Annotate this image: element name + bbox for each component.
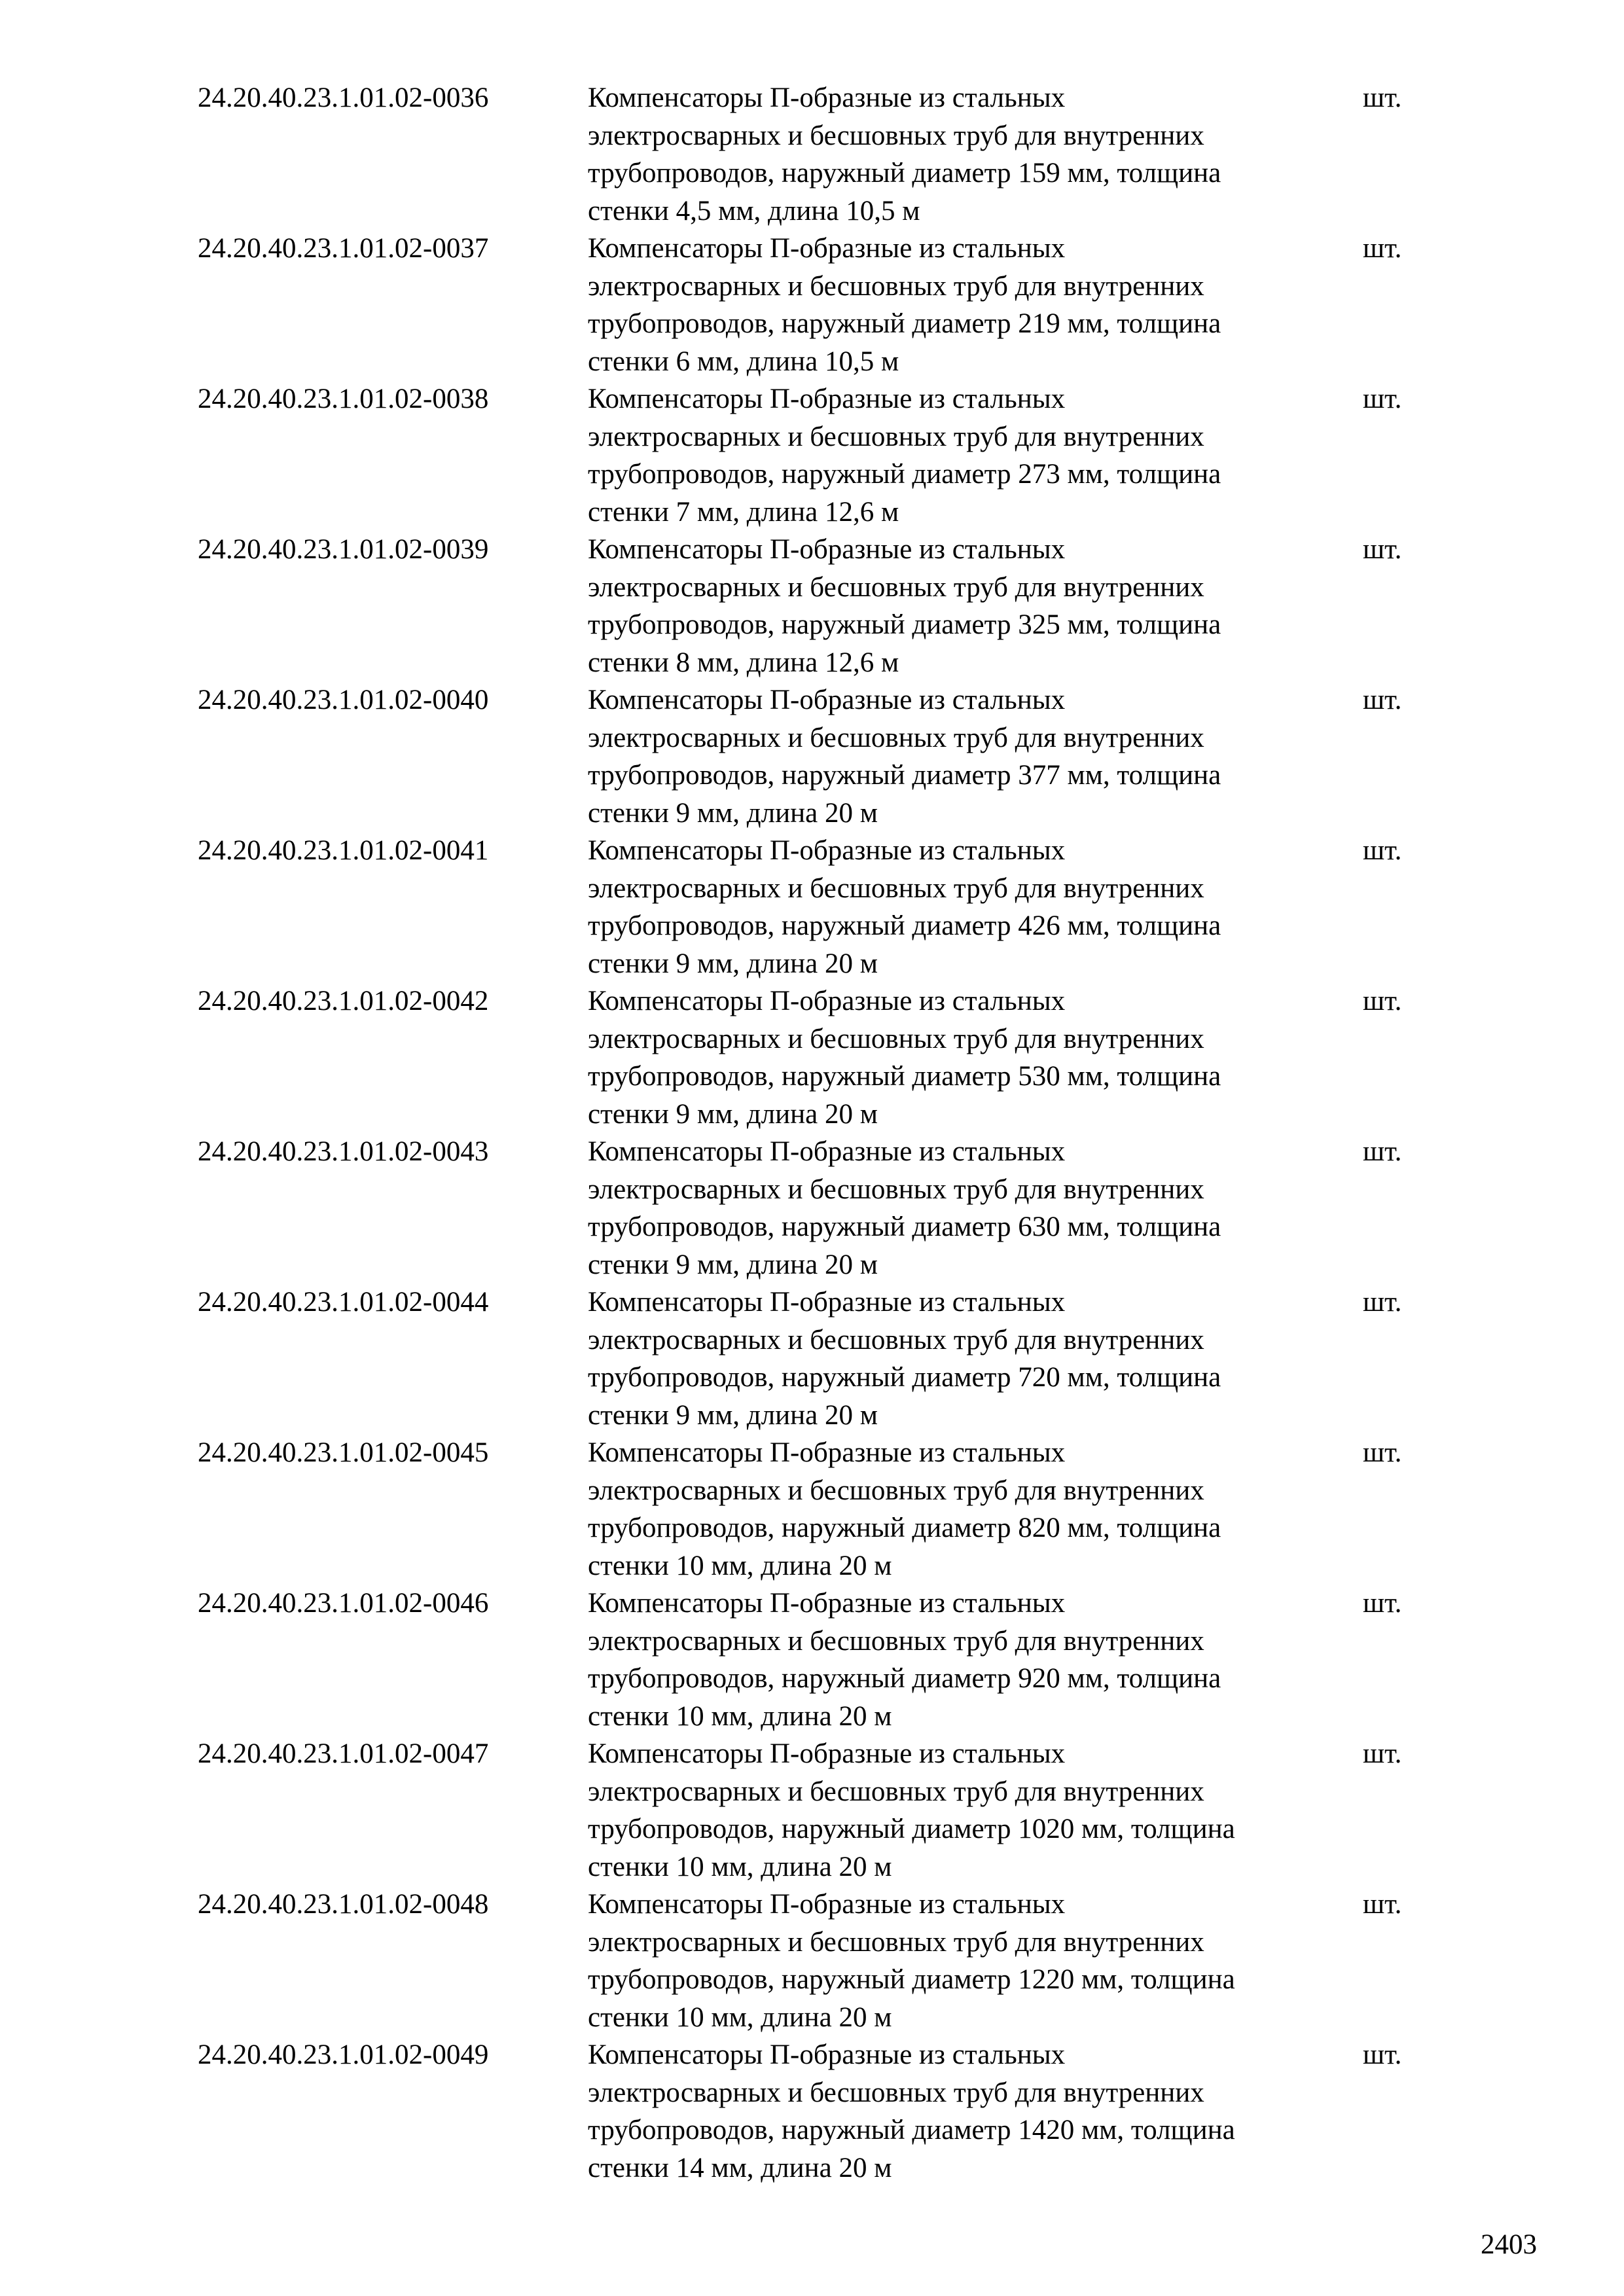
table-row bbox=[0, 531, 1624, 681]
description-line: стенки 7 мм, длина 12,6 м bbox=[588, 496, 899, 528]
resource-code: 24.20.40.23.1.01.02-0044 bbox=[198, 1287, 489, 1318]
description-line: Компенсаторы П-образные из стальных bbox=[588, 1738, 1066, 1769]
description-line: трубопроводов, наружный диаметр 920 мм, толщина bbox=[588, 1663, 1221, 1694]
description-line: электросварных и бесшовных труб для внутренних bbox=[588, 1324, 1204, 1355]
description-line: электросварных и бесшовных труб для внутренних bbox=[588, 1475, 1204, 1506]
description-line: Компенсаторы П-образные из стальных bbox=[588, 1889, 1066, 1920]
resource-code: 24.20.40.23.1.01.02-0045 bbox=[198, 1437, 489, 1468]
resource-code: 24.20.40.23.1.01.02-0041 bbox=[198, 835, 489, 866]
table-row bbox=[0, 1434, 1624, 1585]
description-line: электросварных и бесшовных труб для внутренних bbox=[588, 1174, 1204, 1205]
unit-of-measure: шт. bbox=[1363, 1136, 1402, 1167]
description-line: трубопроводов, наружный диаметр 1420 мм, толщина bbox=[588, 2115, 1235, 2145]
description-line: стенки 10 мм, длина 20 м bbox=[588, 1550, 892, 1581]
description-line: Компенсаторы П-образные из стальных bbox=[588, 1588, 1066, 1619]
resource-description bbox=[588, 230, 1386, 380]
unit-of-measure: шт. bbox=[1363, 1437, 1402, 1468]
resource-description bbox=[588, 1283, 1386, 1434]
description-line: Компенсаторы П-образные из стальных bbox=[588, 384, 1066, 414]
description-line: электросварных и бесшовных труб для внутренних bbox=[588, 571, 1204, 603]
description-line: стенки 9 мм, длина 20 м bbox=[588, 1399, 878, 1431]
unit-of-measure: шт. bbox=[1363, 835, 1402, 866]
resource-code: 24.20.40.23.1.01.02-0046 bbox=[198, 1588, 489, 1619]
description-line: электросварных и бесшовных труб для внутренних bbox=[588, 1926, 1204, 1958]
description-line: стенки 6 мм, длина 10,5 м bbox=[588, 346, 899, 377]
description-line: электросварных и бесшовных труб для внутренних bbox=[588, 722, 1204, 753]
unit-of-measure: шт. bbox=[1363, 534, 1402, 565]
table-row bbox=[0, 1886, 1624, 2036]
table-row bbox=[0, 832, 1624, 982]
description-line: Компенсаторы П-образные из стальных bbox=[588, 2039, 1066, 2070]
resource-code: 24.20.40.23.1.01.02-0048 bbox=[198, 1889, 489, 1920]
description-line: Компенсаторы П-образные из стальных bbox=[588, 1437, 1066, 1468]
description-line: трубопроводов, наружный диаметр 159 мм, толщина bbox=[588, 158, 1221, 188]
unit-of-measure: шт. bbox=[1363, 1889, 1402, 1920]
unit-of-measure: шт. bbox=[1363, 2039, 1402, 2070]
resource-code: 24.20.40.23.1.01.02-0047 bbox=[198, 1738, 489, 1769]
description-line: трубопроводов, наружный диаметр 426 мм, толщина bbox=[588, 910, 1221, 941]
description-line: электросварных и бесшовных труб для внутренних bbox=[588, 872, 1204, 904]
resource-description bbox=[588, 1434, 1386, 1585]
resource-description bbox=[588, 1585, 1386, 1735]
description-line: трубопроводов, наружный диаметр 530 мм, толщина bbox=[588, 1061, 1221, 1092]
resource-description bbox=[588, 1735, 1386, 1886]
resource-description bbox=[588, 832, 1386, 982]
table-row bbox=[0, 1133, 1624, 1283]
table-row bbox=[0, 982, 1624, 1133]
resource-description bbox=[588, 2036, 1386, 2187]
description-line: стенки 9 мм, длина 20 м bbox=[588, 948, 878, 979]
description-line: электросварных и бесшовных труб для внутренних bbox=[588, 1776, 1204, 1807]
description-line: Компенсаторы П-образные из стальных bbox=[588, 82, 1066, 113]
description-line: трубопроводов, наружный диаметр 1020 мм, толщина bbox=[588, 1814, 1235, 1844]
description-line: Компенсаторы П-образные из стальных bbox=[588, 835, 1066, 866]
description-line: стенки 9 мм, длина 20 м bbox=[588, 1249, 878, 1280]
description-line: электросварных и бесшовных труб для внутренних bbox=[588, 421, 1204, 452]
table-row bbox=[0, 2036, 1624, 2187]
resource-description bbox=[588, 79, 1386, 230]
description-line: Компенсаторы П-образные из стальных bbox=[588, 233, 1066, 264]
description-line: стенки 4,5 мм, длина 10,5 м bbox=[588, 195, 920, 226]
description-line: Компенсаторы П-образные из стальных bbox=[588, 986, 1066, 1016]
description-line: Компенсаторы П-образные из стальных bbox=[588, 685, 1066, 715]
description-line: стенки 9 мм, длина 20 м bbox=[588, 1098, 878, 1130]
description-line: трубопроводов, наружный диаметр 720 мм, толщина bbox=[588, 1362, 1221, 1393]
description-line: трубопроводов, наружный диаметр 273 мм, толщина bbox=[588, 459, 1221, 490]
table-row bbox=[0, 1735, 1624, 1886]
description-line: стенки 10 мм, длина 20 м bbox=[588, 1700, 892, 1732]
resource-code: 24.20.40.23.1.01.02-0049 bbox=[198, 2039, 489, 2070]
description-line: трубопроводов, наружный диаметр 630 мм, толщина bbox=[588, 1211, 1221, 1242]
resource-description bbox=[588, 1886, 1386, 2036]
description-line: стенки 8 мм, длина 12,6 м bbox=[588, 647, 899, 678]
description-line: электросварных и бесшовных труб для внутренних bbox=[588, 2077, 1204, 2108]
unit-of-measure: шт. bbox=[1363, 82, 1402, 113]
resource-code: 24.20.40.23.1.01.02-0039 bbox=[198, 534, 489, 565]
description-line: Компенсаторы П-образные из стальных bbox=[588, 1287, 1066, 1318]
page-number: 2403 bbox=[1481, 2229, 1537, 2260]
description-line: стенки 10 мм, длина 20 м bbox=[588, 2001, 892, 2033]
description-line: стенки 9 мм, длина 20 м bbox=[588, 797, 878, 829]
description-line: трубопроводов, наружный диаметр 377 мм, толщина bbox=[588, 760, 1221, 791]
description-line: электросварных и бесшовных труб для внутренних bbox=[588, 270, 1204, 302]
table-row bbox=[0, 230, 1624, 380]
unit-of-measure: шт. bbox=[1363, 233, 1402, 264]
description-line: электросварных и бесшовных труб для внутренних bbox=[588, 1023, 1204, 1054]
description-line: электросварных и бесшовных труб для внутренних bbox=[588, 120, 1204, 151]
resource-description bbox=[588, 380, 1386, 531]
description-line: трубопроводов, наружный диаметр 820 мм, толщина bbox=[588, 1513, 1221, 1543]
description-line: Компенсаторы П-образные из стальных bbox=[588, 534, 1066, 565]
resource-description bbox=[588, 531, 1386, 681]
unit-of-measure: шт. bbox=[1363, 1287, 1402, 1318]
table-row bbox=[0, 681, 1624, 832]
resource-code: 24.20.40.23.1.01.02-0040 bbox=[198, 685, 489, 715]
resource-description bbox=[588, 1133, 1386, 1283]
description-line: стенки 10 мм, длина 20 м bbox=[588, 1851, 892, 1882]
unit-of-measure: шт. bbox=[1363, 1738, 1402, 1769]
table-row bbox=[0, 380, 1624, 531]
unit-of-measure: шт. bbox=[1363, 685, 1402, 715]
resource-code: 24.20.40.23.1.01.02-0037 bbox=[198, 233, 489, 264]
resource-code: 24.20.40.23.1.01.02-0042 bbox=[198, 986, 489, 1016]
resource-code: 24.20.40.23.1.01.02-0043 bbox=[198, 1136, 489, 1167]
unit-of-measure: шт. bbox=[1363, 1588, 1402, 1619]
description-line: трубопроводов, наружный диаметр 325 мм, толщина bbox=[588, 609, 1221, 640]
description-line: трубопроводов, наружный диаметр 1220 мм, толщина bbox=[588, 1964, 1235, 1995]
resource-code: 24.20.40.23.1.01.02-0036 bbox=[198, 82, 489, 113]
resource-description bbox=[588, 681, 1386, 832]
table-row bbox=[0, 1585, 1624, 1735]
resource-description bbox=[588, 982, 1386, 1133]
description-line: трубопроводов, наружный диаметр 219 мм, толщина bbox=[588, 308, 1221, 339]
table-row bbox=[0, 1283, 1624, 1434]
table-row bbox=[0, 79, 1624, 230]
description-line: электросварных и бесшовных труб для внутренних bbox=[588, 1625, 1204, 1657]
description-line: стенки 14 мм, длина 20 м bbox=[588, 2152, 892, 2183]
unit-of-measure: шт. bbox=[1363, 986, 1402, 1016]
resource-code: 24.20.40.23.1.01.02-0038 bbox=[198, 384, 489, 414]
unit-of-measure: шт. bbox=[1363, 384, 1402, 414]
description-line: Компенсаторы П-образные из стальных bbox=[588, 1136, 1066, 1167]
